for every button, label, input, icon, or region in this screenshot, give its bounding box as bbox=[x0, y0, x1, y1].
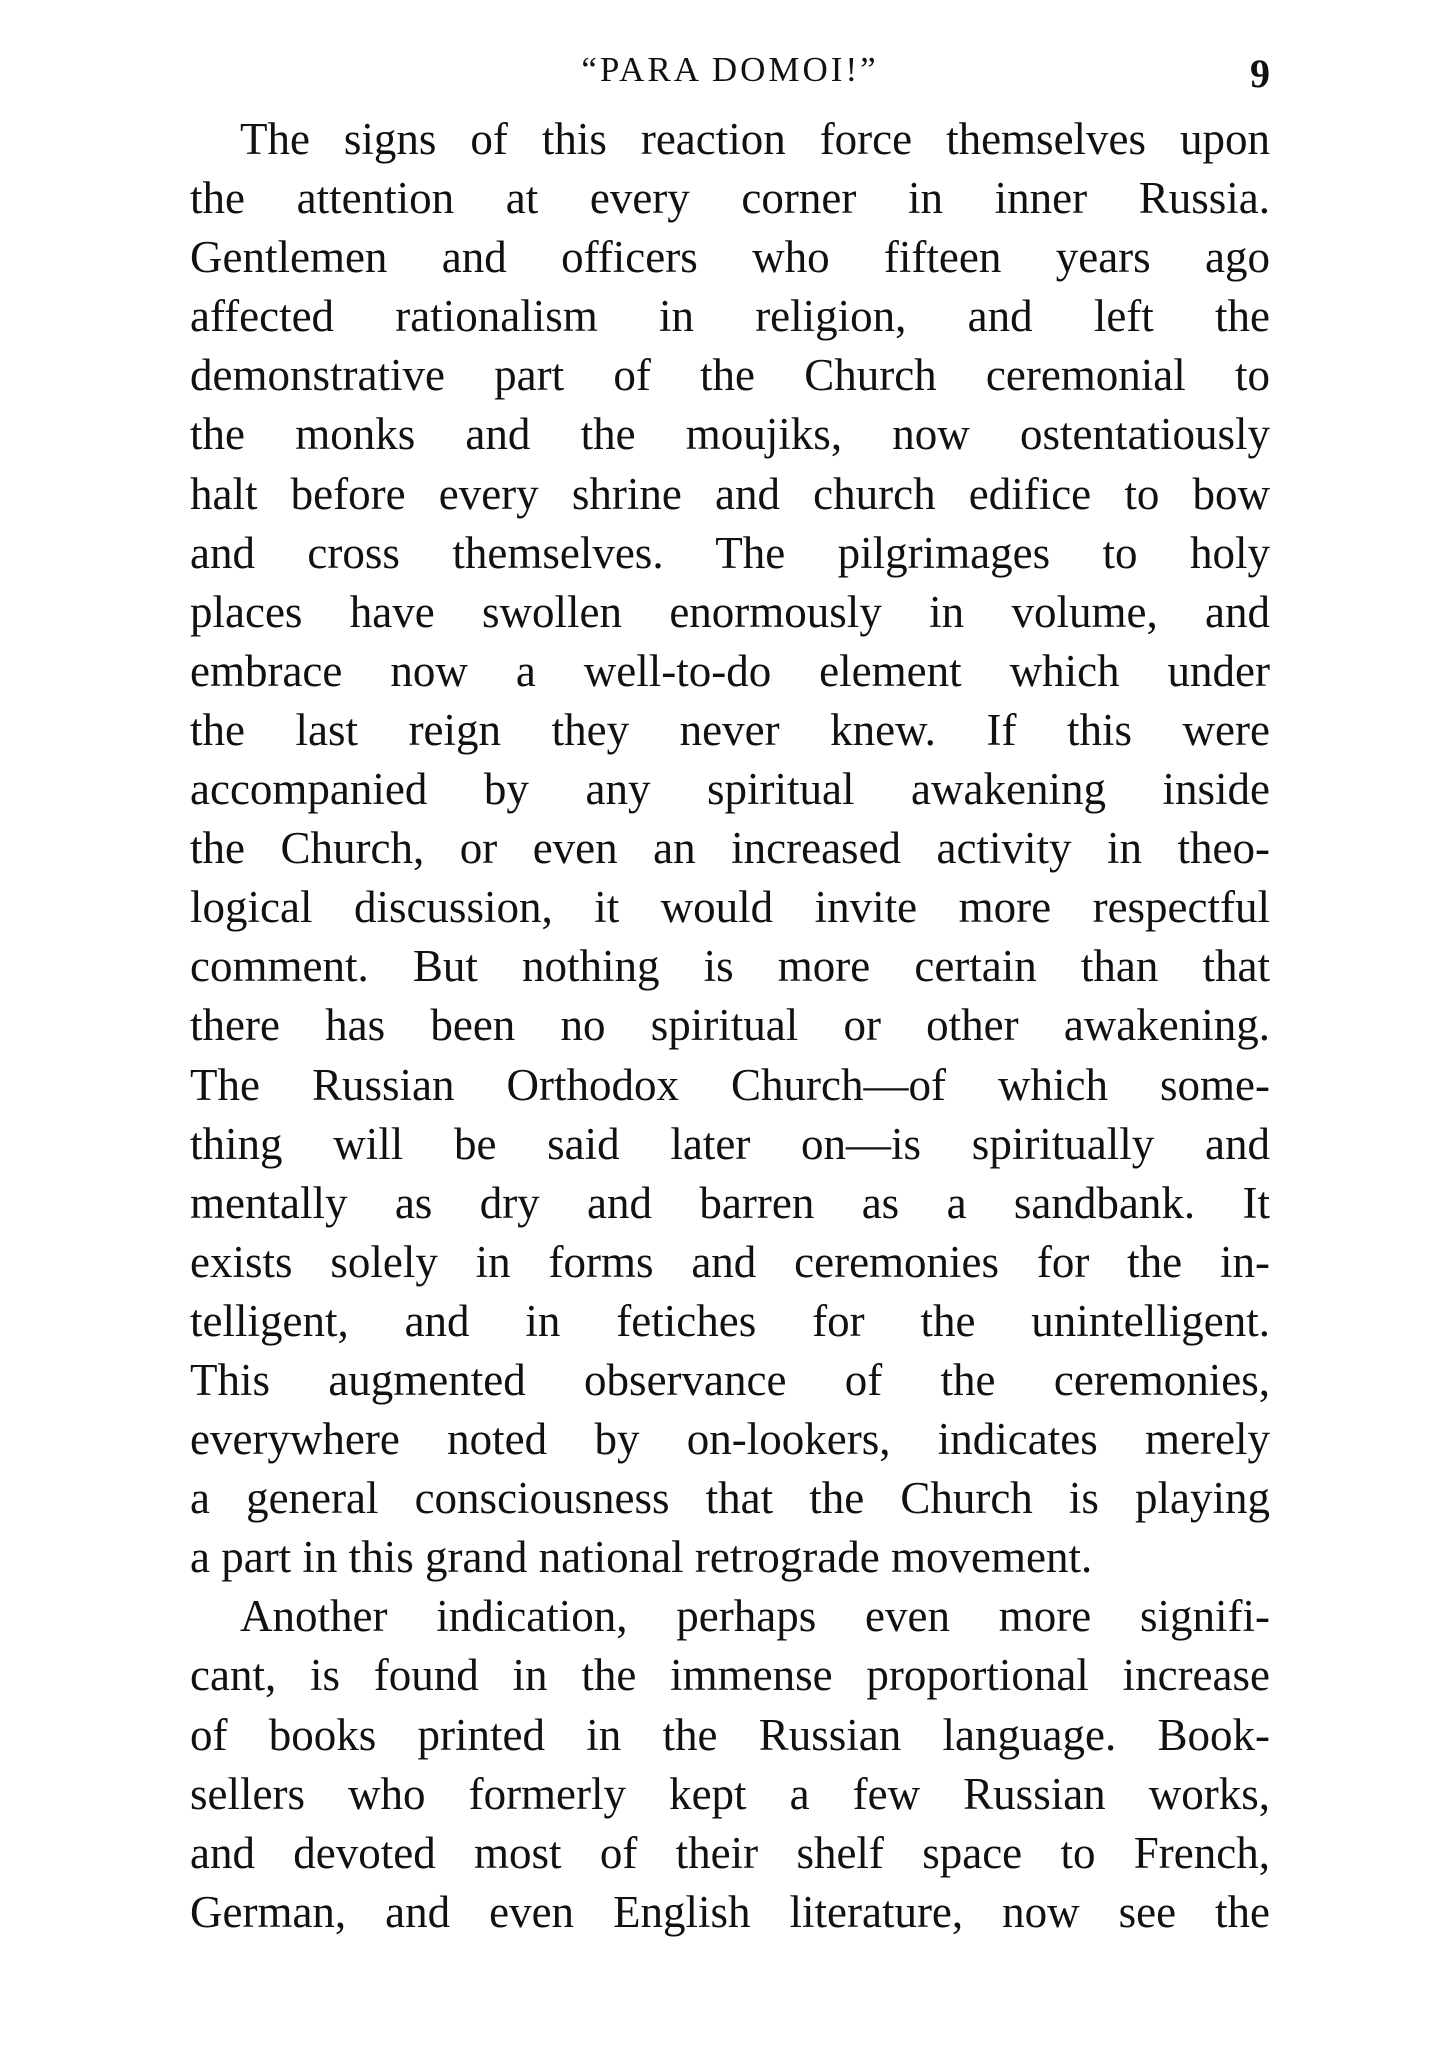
text-line: embrace now a well-to-do element which under bbox=[190, 645, 1270, 696]
text-line: Gentlemen and officers who fifteen years ago bbox=[190, 232, 1270, 283]
text-line: there has been no spiritual or other awakening. bbox=[190, 1000, 1270, 1051]
text-line: affected rationalism in religion, and left the bbox=[190, 291, 1270, 342]
text-line: sellers who formerly kept a few Russian works, bbox=[190, 1768, 1270, 1819]
text-line: the monks and the moujiks, now ostentatiously bbox=[190, 409, 1270, 460]
text-line: a part in this grand national retrograde movement. bbox=[190, 1532, 1093, 1583]
page-number: 9 bbox=[1250, 51, 1270, 96]
text-line: the last reign they never knew. If this were bbox=[190, 704, 1270, 755]
text-line: places have swollen enormously in volume, and bbox=[190, 586, 1270, 637]
text-line: German, and even English literature, now see the bbox=[190, 1886, 1270, 1937]
text-line: halt before every shrine and church edifice to bow bbox=[190, 468, 1270, 519]
text-line: cant, is found in the immense proportional increase bbox=[190, 1650, 1270, 1701]
text-line: This augmented observance of the ceremonies, bbox=[190, 1354, 1270, 1405]
text-line: comment. But nothing is more certain than that bbox=[190, 941, 1270, 992]
text-line: accompanied by any spiritual awakening inside bbox=[190, 764, 1270, 815]
paragraph bbox=[190, 110, 1270, 1587]
text-line: telligent, and in fetiches for the unintelligent. bbox=[190, 1295, 1270, 1346]
text-line: The Russian Orthodox Church—of which some- bbox=[190, 1059, 1270, 1110]
text-line: and cross themselves. The pilgrimages to holy bbox=[190, 527, 1270, 578]
text-line: thing will be said later on—is spiritually and bbox=[190, 1118, 1270, 1169]
text-line: The signs of this reaction force themselves upon bbox=[240, 114, 1270, 164]
running-head bbox=[190, 42, 1270, 98]
text-line: the attention at every corner in inner Russia. bbox=[190, 173, 1270, 224]
text-line: demonstrative part of the Church ceremonial to bbox=[190, 350, 1270, 401]
text-line: the Church, or even an increased activity in theo- bbox=[190, 823, 1270, 874]
text-line: Another indication, perhaps even more signifi- bbox=[240, 1591, 1270, 1642]
text-line: logical discussion, it would invite more respectful bbox=[190, 882, 1270, 933]
paragraph bbox=[190, 1587, 1270, 1942]
text-line: and devoted most of their shelf space to French, bbox=[190, 1827, 1270, 1878]
text-line: of books printed in the Russian language. Book- bbox=[190, 1709, 1270, 1760]
text-line: everywhere noted by on-lookers, indicates merely bbox=[190, 1414, 1270, 1465]
text-line: mentally as dry and barren as a sandbank. It bbox=[190, 1177, 1270, 1228]
running-title: “PARA DOMOI!” bbox=[581, 50, 879, 89]
body-text bbox=[190, 110, 1270, 1942]
text-line: a general consciousness that the Church is playing bbox=[190, 1473, 1270, 1524]
text-line: exists solely in forms and ceremonies for the in- bbox=[190, 1236, 1270, 1287]
